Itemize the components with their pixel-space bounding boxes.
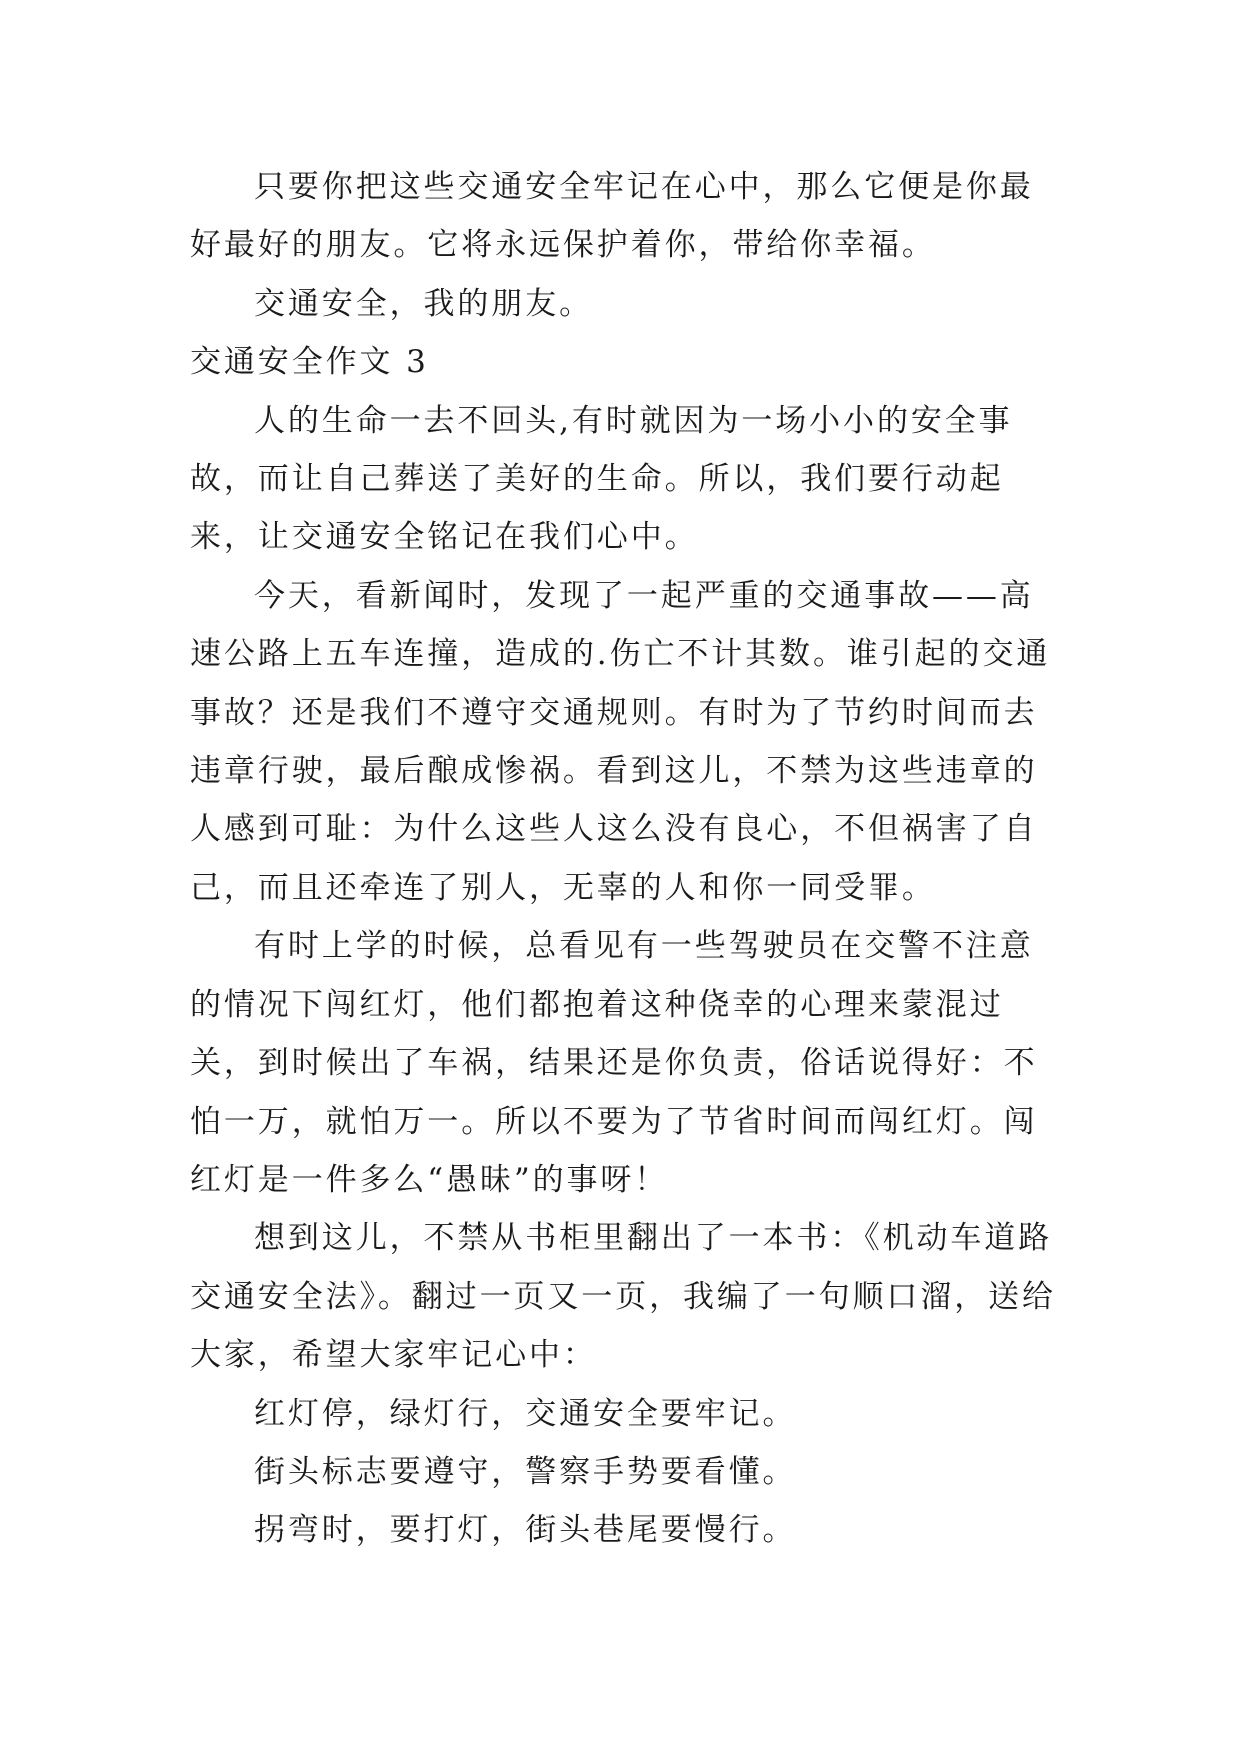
- paragraph: 想到这儿，不禁从书柜里翻出了一本书：《机动车道路交通安全法》。翻过一页又一页，我编了一句顺口溜，送给大家，希望大家牢记心中：: [190, 1220, 1056, 1374]
- paragraph: 今天，看新闻时，发现了一起严重的交通事故——高速公路上五车连撞，造成的.伤亡不计其数。谁引起的交通事故？还是我们不遵守交通规则。有时为了节约时间而去违章行驶，最后酿成惨祸。看到这儿，不禁为这些违章的人感到可耻：为什么这些人这么没有良心，不但祸害了自己，而且还牵连了别人，无辜的人和你一同受罪。: [190, 577, 1051, 906]
- section-heading: 交通安全作文 3: [190, 344, 429, 381]
- document-body: [190, 158, 1060, 1560]
- paragraph: 有时上学的时候，总看见有一些驾驶员在交警不注意的情况下闯红灯，他们都抱着这种侥幸的心理来蒙混过关，到时候出了车祸，结果还是你负责，俗话说得好：不怕一万，就怕万一。所以不要为了节省时间而闯红灯。闯红灯是一件多么“愚昧”的事呀！: [190, 928, 1038, 1198]
- paragraph: 人的生命一去不回头,有时就因为一场小小的安全事故，而让自己葬送了美好的生命。所以，我们要行动起来，让交通安全铭记在我们心中。: [190, 402, 1013, 556]
- paragraph: 只要你把这些交通安全牢记在心中，那么它便是你最好最好的朋友。它将永远保护着你，带给你幸福。: [190, 169, 1034, 264]
- paragraph: 交通安全，我的朋友。: [254, 285, 593, 322]
- paragraph: 拐弯时，要打灯，街头巷尾要慢行。: [254, 1512, 797, 1549]
- paragraph: 红灯停，绿灯行，交通安全要牢记。: [254, 1395, 797, 1432]
- paragraph: 街头标志要遵守，警察手势要看懂。: [254, 1453, 797, 1490]
